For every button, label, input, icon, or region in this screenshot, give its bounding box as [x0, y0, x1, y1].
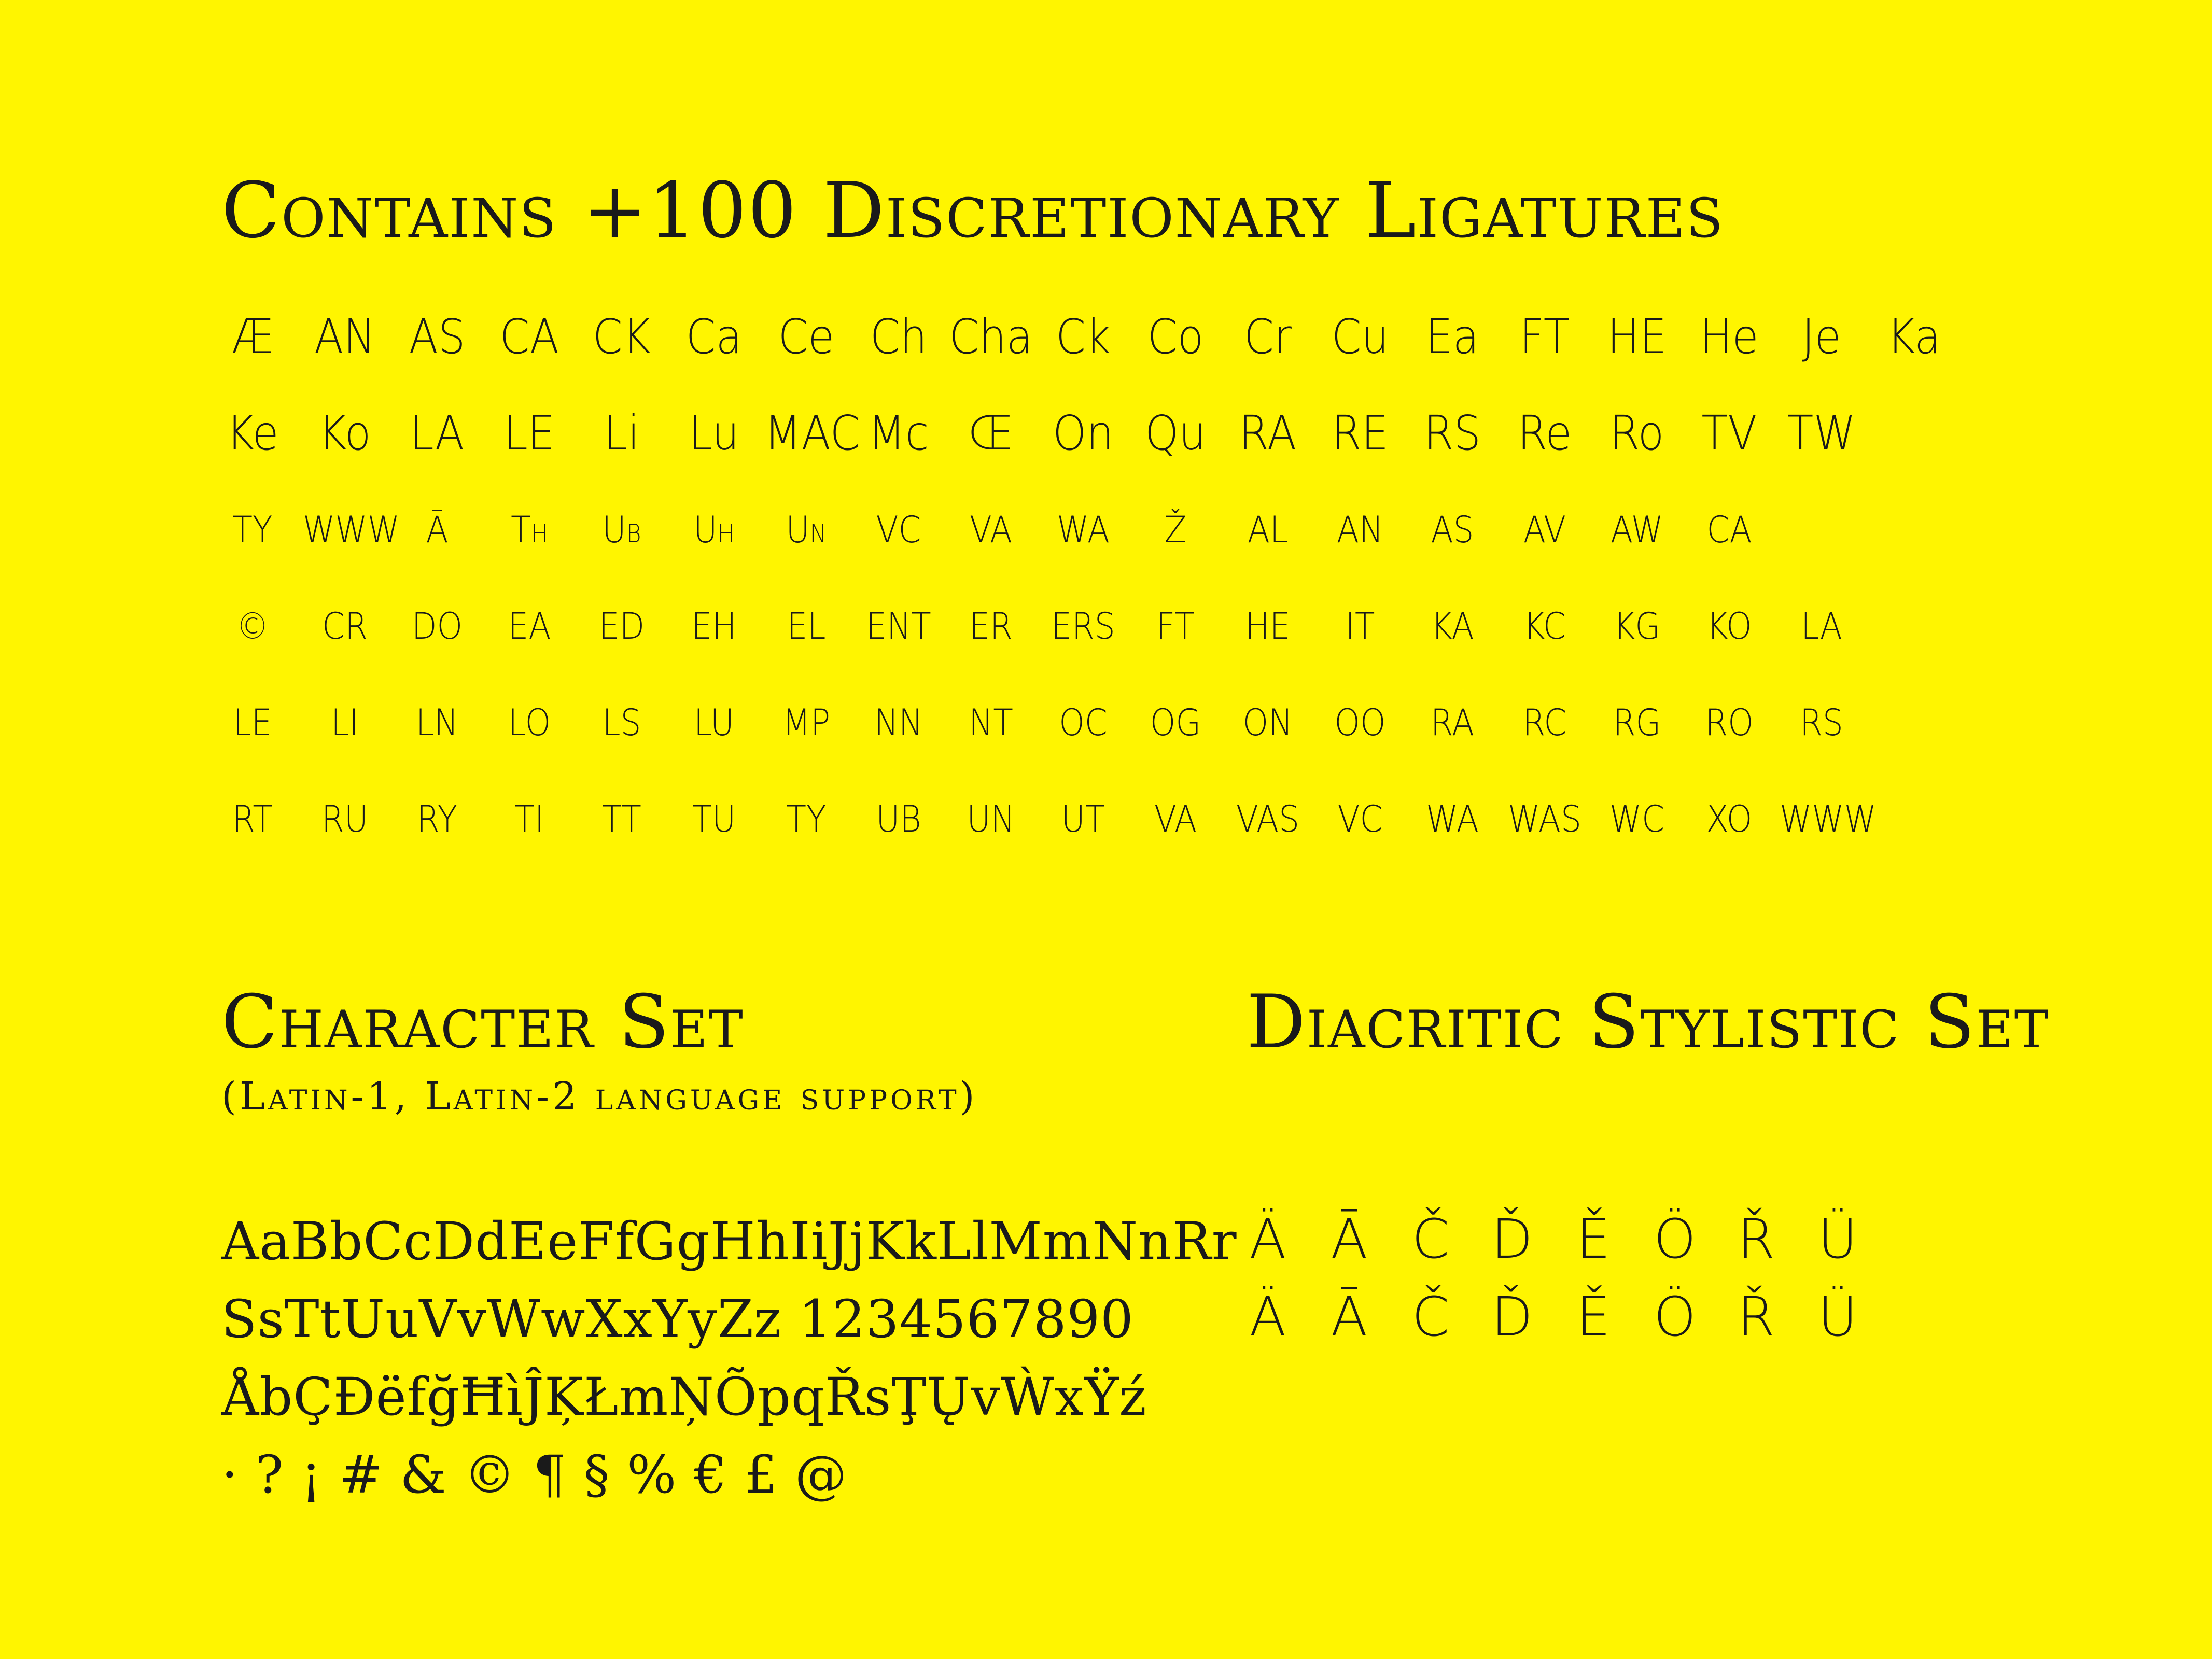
ligature-glyph: XO — [1706, 798, 1753, 840]
ligature-glyph: WA — [1426, 798, 1479, 840]
ligature-glyph: WA — [1057, 509, 1110, 551]
ligature-glyph: Ro — [1609, 405, 1664, 461]
ligature-glyph: LI — [331, 701, 359, 744]
ligatures-title: Contains +100 Discretionary Ligatures — [221, 166, 1724, 255]
ligature-glyph: He — [1700, 309, 1759, 364]
diacritic-set-title: Diacritic Stylistic Set — [1247, 979, 2050, 1065]
ligature-glyph: KO — [1706, 605, 1752, 648]
character-set-line: ÅbÇĐëfğĦìĴĶŁmŅÕpqŘsŢŲvẀxŸź — [221, 1367, 1147, 1427]
ligature-glyph: Th — [511, 509, 548, 551]
diacritic-glyph: Ü — [1817, 1285, 1858, 1348]
ligature-glyph: LS — [602, 701, 641, 744]
ligature-glyph: TV — [1701, 405, 1757, 461]
ligature-glyph: LA — [410, 405, 465, 461]
ligature-glyph: CK — [592, 309, 651, 364]
ligature-glyph: WWW — [303, 509, 400, 551]
ligature-glyph: On — [1053, 405, 1114, 461]
ligature-row — [221, 783, 1943, 879]
diacritic-glyph: Ä — [1249, 1207, 1286, 1271]
diacritic-row — [1239, 1281, 1861, 1358]
diacritic-row — [1239, 1203, 1861, 1281]
ligature-glyph: Ck — [1056, 309, 1111, 364]
ligature-glyph: AL — [1247, 509, 1289, 551]
ligature-glyph: LU — [693, 701, 735, 744]
character-set-lines — [221, 1203, 1237, 1514]
ligature-glyph: RT — [232, 798, 273, 840]
ligature-glyph: RE — [1332, 405, 1389, 461]
ligature-glyph: DO — [411, 605, 463, 648]
ligature-glyph: NN — [874, 701, 923, 744]
ligature-row — [221, 397, 1943, 494]
ligature-glyph: OC — [1059, 701, 1108, 744]
ligature-glyph: Lu — [689, 405, 739, 461]
ligature-glyph: ENT — [866, 605, 931, 648]
diacritic-glyph: Ř — [1737, 1207, 1775, 1271]
diacritic-glyph: Ď — [1491, 1207, 1533, 1271]
ligature-glyph: AS — [1431, 509, 1474, 551]
ligature-glyph: EL — [787, 605, 826, 648]
ligature-glyph: FT — [1156, 605, 1195, 648]
ligature-glyph: EH — [691, 605, 737, 648]
ligature-glyph: Uh — [693, 509, 735, 551]
ligature-glyph: Ch — [870, 309, 928, 364]
ligature-glyph: WWW — [1780, 798, 1877, 840]
ligature-glyph: Ea — [1425, 309, 1479, 364]
ligature-glyph: Ka — [1887, 309, 1941, 364]
ligature-glyph: LN — [415, 701, 459, 744]
ligature-glyph: RS — [1423, 405, 1481, 461]
ligature-glyph: AW — [1611, 509, 1663, 551]
ligatures-grid — [221, 301, 1943, 879]
ligature-glyph: RA — [1239, 405, 1297, 461]
ligature-glyph: Ub — [602, 509, 641, 551]
ligature-glyph: EA — [508, 605, 551, 648]
diacritic-glyph: Ö — [1654, 1285, 1696, 1348]
ligature-glyph: NT — [969, 701, 1013, 744]
diacritic-glyph: Ď — [1491, 1285, 1533, 1348]
ligature-glyph: Ca — [685, 309, 743, 364]
ligature-glyph: VA — [969, 509, 1013, 551]
ligature-glyph: HE — [1245, 605, 1291, 648]
ligature-glyph: UB — [876, 798, 921, 840]
ligature-glyph: Œ — [968, 405, 1014, 461]
ligature-glyph: RY — [416, 798, 458, 840]
ligature-glyph: TT — [602, 798, 641, 840]
diacritic-glyph: Č — [1411, 1207, 1450, 1271]
ligature-glyph: Un — [786, 509, 827, 551]
ligature-row — [221, 301, 1943, 397]
ligature-glyph: AN — [314, 309, 376, 364]
ligature-glyph: UT — [1061, 798, 1105, 840]
ligature-glyph: AN — [1336, 509, 1384, 551]
ligature-glyph: RU — [321, 798, 368, 840]
character-set-line: SsTtUuVvWwXxYyZz 1234567890 — [221, 1289, 1134, 1349]
diacritic-glyph: Ä — [1249, 1285, 1286, 1348]
ligature-glyph: LE — [503, 405, 555, 461]
ligature-glyph: Æ — [231, 309, 274, 364]
ligature-glyph: Ko — [318, 405, 371, 461]
ligature-glyph: Cr — [1244, 309, 1292, 364]
ligature-glyph: TW — [1787, 405, 1856, 461]
character-set-line: · ? ¡ # & © ¶ § % € £ @ — [221, 1444, 847, 1505]
ligature-row — [221, 494, 1943, 590]
ligature-glyph: HE — [1607, 309, 1667, 364]
ligature-glyph: KC — [1523, 605, 1566, 648]
ligature-glyph: ON — [1242, 701, 1293, 744]
ligature-glyph: VC — [876, 509, 921, 551]
ligature-row — [221, 590, 1943, 686]
ligature-glyph: CA — [1706, 509, 1752, 551]
diacritic-glyph: Ā — [1331, 1285, 1368, 1348]
ligature-glyph: Mc — [868, 405, 929, 461]
ligature-glyph: AS — [409, 309, 466, 364]
ligature-glyph: LE — [233, 701, 272, 744]
ligature-glyph: ERS — [1051, 605, 1115, 648]
ligature-glyph: Ke — [226, 405, 279, 461]
ligature-glyph: MP — [782, 701, 831, 744]
ligature-glyph: Je — [1802, 309, 1841, 364]
ligature-glyph: VC — [1337, 798, 1383, 840]
ligature-glyph: Li — [604, 405, 640, 461]
ligature-glyph: Re — [1517, 405, 1572, 461]
character-set-title: Character Set — [221, 979, 744, 1065]
ligature-glyph: MAC — [764, 405, 860, 461]
ligature-glyph: TU — [692, 798, 736, 840]
character-set-line: AaBbCcDdEeFfGgHhIiJjKkLlMmNnRr — [221, 1211, 1237, 1272]
ligature-glyph: Qu — [1145, 405, 1206, 461]
ligature-glyph: Ā — [426, 509, 449, 551]
ligature-glyph: CA — [499, 309, 559, 364]
diacritic-glyph: Ü — [1817, 1207, 1858, 1271]
ligature-glyph: TY — [786, 798, 827, 840]
ligature-glyph: Ž — [1164, 509, 1187, 551]
diacritic-grid — [1239, 1203, 1861, 1358]
ligature-glyph: RG — [1613, 701, 1661, 744]
diacritic-glyph: Ě — [1576, 1207, 1611, 1271]
ligature-glyph: Cha — [949, 309, 1033, 364]
ligature-glyph: LO — [508, 701, 551, 744]
diacritic-glyph: Ö — [1654, 1207, 1696, 1271]
ligature-glyph: TI — [514, 798, 544, 840]
ligature-glyph: WC — [1609, 798, 1665, 840]
ligature-glyph: VA — [1154, 798, 1197, 840]
ligature-glyph: VAS — [1236, 798, 1300, 840]
diacritic-glyph: Ě — [1576, 1285, 1611, 1348]
ligature-glyph: WAS — [1508, 798, 1581, 840]
ligature-glyph: FT — [1519, 309, 1570, 364]
character-set-subtitle: (Latin-1, Latin-2 language support) — [221, 1074, 978, 1119]
ligature-glyph: UN — [967, 798, 1015, 840]
ligature-glyph: AV — [1523, 509, 1566, 551]
ligature-glyph: ER — [969, 605, 1013, 648]
ligature-glyph: CR — [322, 605, 368, 648]
ligature-glyph: RO — [1705, 701, 1754, 744]
ligature-glyph: RA — [1430, 701, 1475, 744]
ligature-glyph: Ce — [778, 309, 835, 364]
ligature-glyph: KA — [1431, 605, 1474, 648]
ligature-glyph: OO — [1334, 701, 1386, 744]
ligature-glyph: ED — [598, 605, 645, 648]
ligature-glyph: © — [236, 605, 269, 648]
ligature-glyph: KG — [1613, 605, 1661, 648]
ligature-glyph: Co — [1147, 309, 1204, 364]
ligature-glyph: RC — [1522, 701, 1567, 744]
diacritic-glyph: Ř — [1737, 1285, 1775, 1348]
diacritic-glyph: Č — [1411, 1285, 1450, 1348]
ligature-glyph: LA — [1801, 605, 1842, 648]
ligature-row — [221, 686, 1943, 783]
ligature-glyph: RS — [1800, 701, 1843, 744]
ligature-glyph: Cu — [1331, 309, 1389, 364]
ligature-glyph: IT — [1345, 605, 1375, 648]
ligature-glyph: OG — [1150, 701, 1201, 744]
diacritic-glyph: Ā — [1331, 1207, 1368, 1271]
ligature-glyph: TY — [232, 509, 273, 551]
